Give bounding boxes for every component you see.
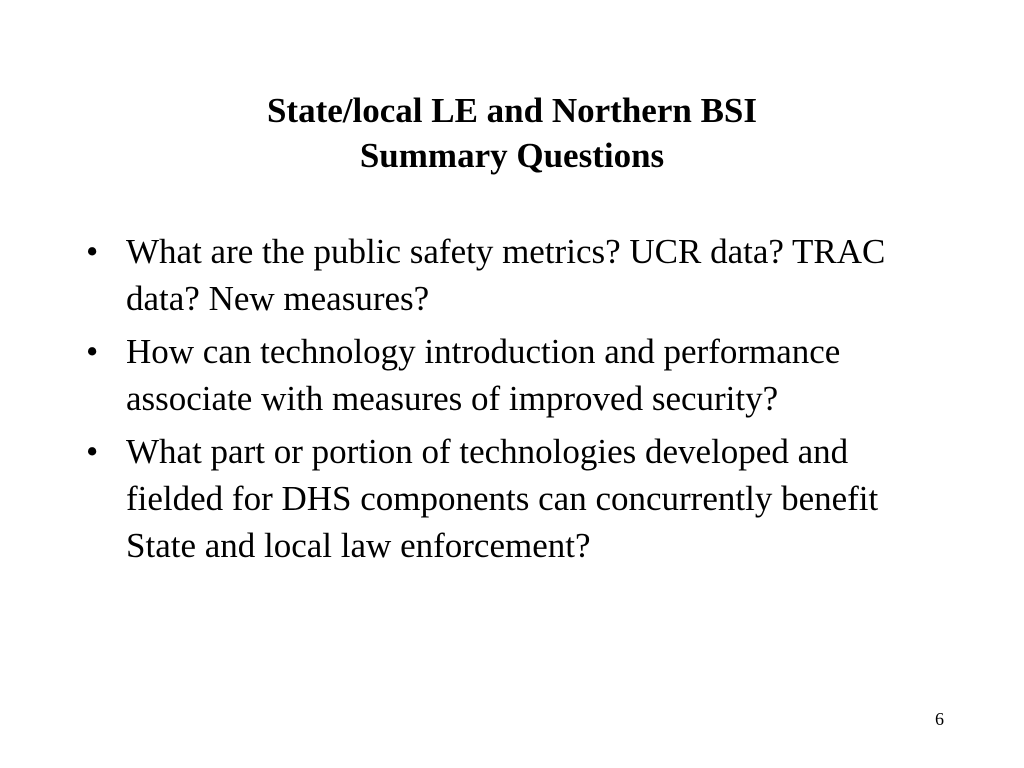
bullet-text: What part or portion of technologies developed and fielded for DHS components can concurrently benefit State and local law enforcement? bbox=[126, 432, 879, 565]
bullet-item bbox=[80, 328, 950, 422]
slide-title-line-1: State/local LE and Northern BSI bbox=[266, 91, 758, 130]
bullet-dot-icon: • bbox=[86, 232, 99, 271]
slide-title-line-2: Summary Questions bbox=[359, 136, 665, 175]
bullet-text: What are the public safety metrics? UCR data? TRAC data? New measures? bbox=[126, 232, 886, 318]
bullet-item bbox=[80, 428, 950, 569]
slide-title bbox=[0, 88, 1024, 178]
bullet-text: How can technology introduction and performance associate with measures of improved security? bbox=[126, 332, 841, 418]
page-number: 6 bbox=[935, 709, 944, 729]
bullet-list bbox=[80, 228, 950, 575]
bullet-item bbox=[80, 228, 950, 322]
bullet-dot-icon: • bbox=[86, 432, 99, 471]
bullet-dot-icon: • bbox=[86, 332, 99, 371]
